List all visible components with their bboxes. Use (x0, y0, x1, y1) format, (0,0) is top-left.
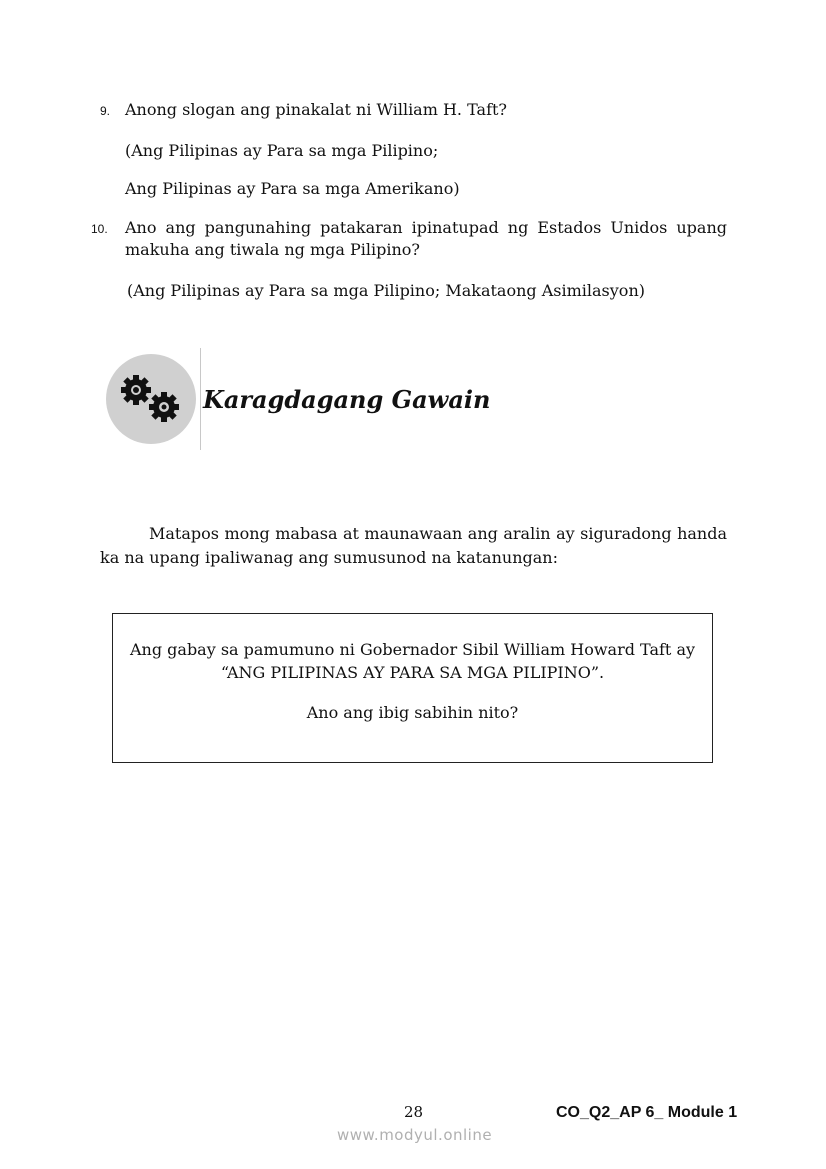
question-9-choices-line2: Ang Pilipinas ay Para sa mga Amerikano) (125, 179, 460, 198)
question-9-choices-line1: (Ang Pilipinas ay Para sa mga Pilipino; (125, 141, 439, 160)
question-box (112, 613, 713, 763)
question-10-choices: (Ang Pilipinas ay Para sa mga Pilipino; Makataong Asimilasyon) (127, 281, 645, 300)
instruction-line2: ka na upang ipaliwanag ang sumusunod na katanungan: (100, 548, 558, 567)
watermark: www.modyul.online (337, 1126, 493, 1144)
instruction-paragraph (100, 522, 727, 570)
gears-icon (106, 354, 196, 444)
question-10-text-line1: Ano ang pangunahing patakaran ipinatupad ng Estados Unidos upang (125, 218, 727, 237)
page-number: 28 (404, 1103, 424, 1121)
question-9-text: Anong slogan ang pinakalat ni William H. Taft? (125, 100, 507, 119)
section-icon-badge (106, 354, 196, 444)
box-line1: Ang gabay sa pamumuno ni Gobernador Sibil William Howard Taft ay (129, 640, 696, 659)
section-title: Karagdagang Gawain (203, 385, 491, 414)
instruction-line1: Matapos mong mabasa at maunawaan ang aralin ay siguradong handa (149, 524, 727, 543)
section-divider (200, 348, 201, 450)
box-line2: “ANG PILIPINAS AY PARA SA MGA PILIPINO”. (220, 663, 605, 682)
question-10-number: 10. (91, 222, 108, 236)
question-10-text-line2: makuha ang tiwala ng mga Pilipino? (125, 240, 420, 259)
box-line3: Ano ang ibig sabihin nito? (306, 703, 519, 722)
module-code: CO_Q2_AP 6_ Module 1 (556, 1104, 738, 1121)
question-10-text (125, 217, 727, 261)
question-9-number: 9. (100, 104, 111, 118)
